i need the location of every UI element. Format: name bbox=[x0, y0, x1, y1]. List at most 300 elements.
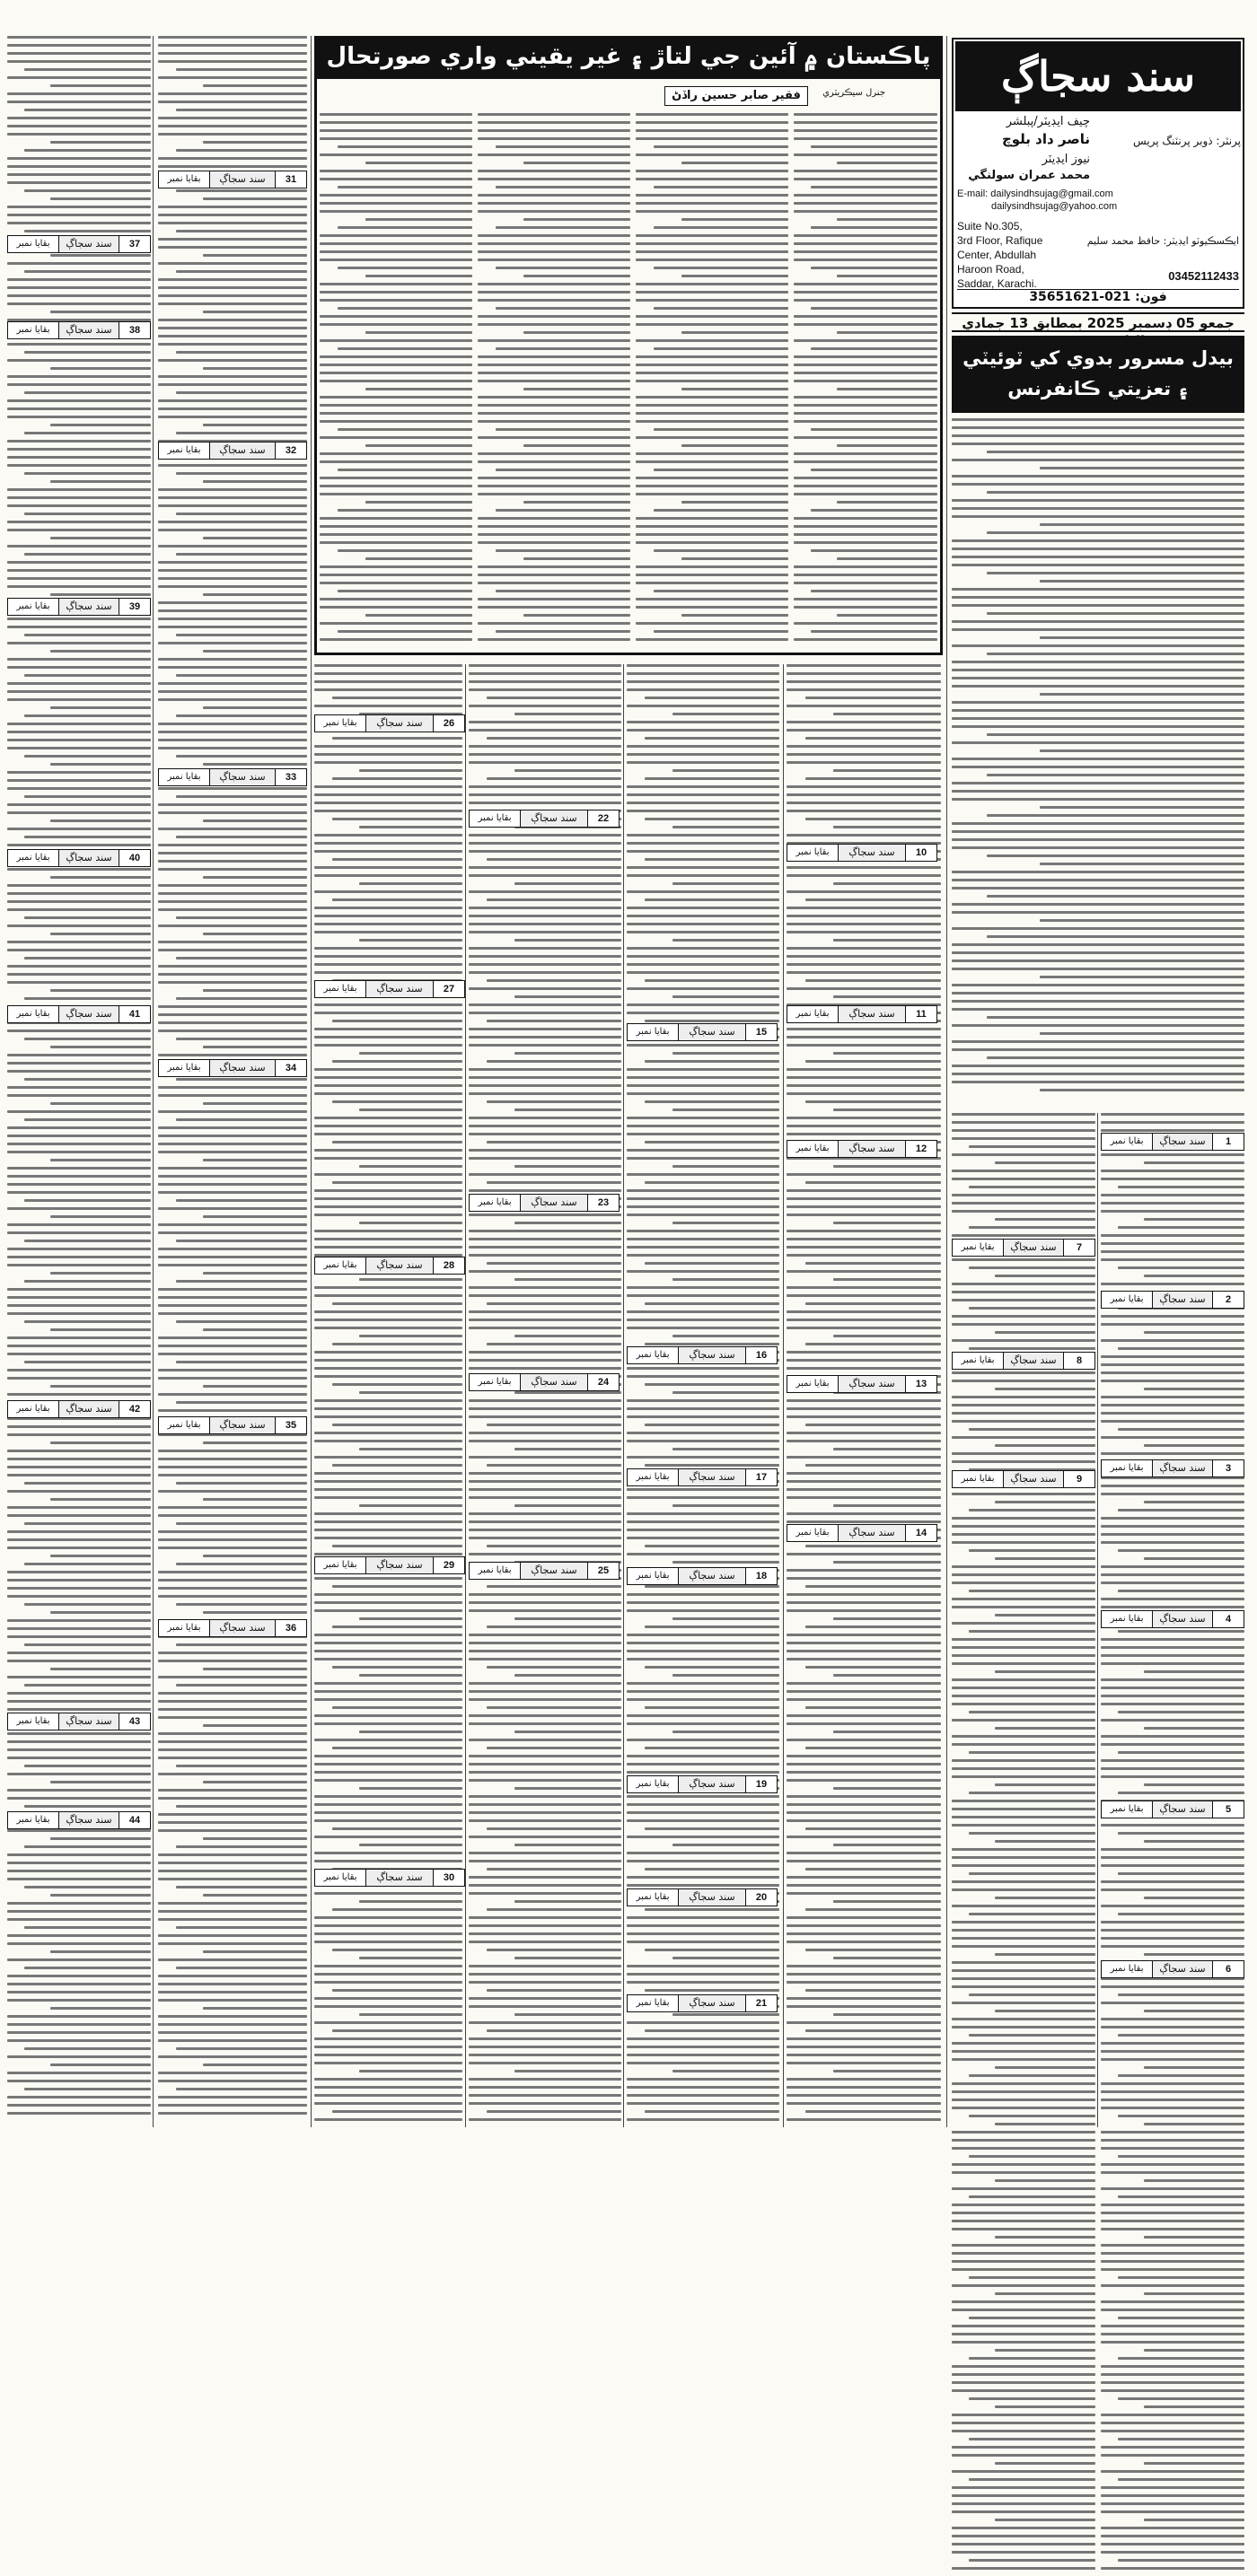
text-line bbox=[158, 359, 307, 362]
text-line bbox=[320, 372, 472, 374]
text-line bbox=[469, 1860, 621, 1862]
text-line bbox=[158, 1021, 307, 1024]
chief-editor-title: چيف ايڊيٽر/پبلشر bbox=[1006, 115, 1090, 128]
text-line bbox=[469, 1238, 621, 1240]
text-line bbox=[469, 1973, 621, 1976]
text-line bbox=[359, 1957, 463, 1959]
text-line bbox=[314, 2102, 462, 2105]
text-line bbox=[654, 428, 788, 431]
text-line bbox=[794, 436, 937, 439]
text-line bbox=[952, 1323, 1095, 1326]
text-line bbox=[7, 52, 151, 55]
text-line bbox=[952, 951, 1244, 954]
text-line bbox=[359, 1222, 463, 1224]
text-line bbox=[469, 1310, 621, 1313]
legal-advisor: ايڪسڪيوٽو ايڊيٽر: حافظ محمد سليم bbox=[1086, 235, 1239, 247]
text-line bbox=[654, 347, 788, 350]
continuation-prefix: بقايا نمبر bbox=[628, 1568, 679, 1584]
top-story-column bbox=[794, 113, 937, 648]
text-line bbox=[478, 234, 630, 237]
text-line bbox=[24, 1118, 151, 1121]
text-line bbox=[636, 153, 788, 156]
text-line bbox=[627, 1529, 779, 1531]
text-line bbox=[7, 1530, 151, 1533]
continuation-title: سند سجاڳ bbox=[679, 1024, 745, 1040]
text-line bbox=[7, 1369, 151, 1371]
text-line bbox=[469, 1246, 621, 1249]
text-line bbox=[952, 2042, 1095, 2045]
text-line bbox=[787, 1722, 941, 1725]
text-line bbox=[1101, 1436, 1244, 1439]
continuation-label bbox=[787, 1140, 937, 1158]
text-line bbox=[952, 1081, 1244, 1083]
text-line bbox=[314, 1941, 462, 1943]
continuation-title: سند سجاڳ bbox=[521, 1374, 587, 1390]
text-line bbox=[1101, 2414, 1244, 2416]
text-line bbox=[787, 1319, 941, 1321]
text-line bbox=[7, 496, 151, 499]
text-line bbox=[672, 2070, 779, 2072]
text-line bbox=[787, 1197, 941, 1200]
text-line bbox=[627, 1084, 779, 1087]
text-line bbox=[50, 84, 151, 87]
text-line bbox=[469, 2118, 621, 2121]
text-line bbox=[24, 1482, 151, 1485]
text-line bbox=[1144, 1388, 1244, 1390]
text-line bbox=[203, 1837, 307, 1840]
text-line bbox=[176, 1926, 307, 1929]
text-line bbox=[314, 1642, 462, 1644]
text-line bbox=[952, 1283, 1095, 1285]
text-line bbox=[332, 1989, 462, 1992]
text-line bbox=[952, 2446, 1095, 2449]
text-line bbox=[1101, 1921, 1244, 1923]
text-line bbox=[24, 795, 151, 798]
text-line bbox=[320, 622, 472, 625]
text-line bbox=[636, 541, 788, 544]
text-line bbox=[787, 1739, 941, 1741]
text-line bbox=[952, 1638, 1095, 1641]
text-line bbox=[645, 1949, 779, 1951]
continuation-title: سند سجاڳ bbox=[210, 442, 275, 459]
text-line bbox=[952, 1073, 1244, 1075]
text-line bbox=[24, 1967, 151, 1969]
text-line bbox=[1101, 2131, 1244, 2134]
text-line bbox=[469, 1173, 621, 1176]
text-line bbox=[636, 323, 788, 326]
text-line bbox=[672, 939, 779, 942]
text-line bbox=[496, 469, 630, 471]
text-line bbox=[7, 2023, 151, 2026]
text-line bbox=[469, 721, 621, 723]
continuation-prefix: بقايا نمبر bbox=[159, 1417, 210, 1433]
text-line bbox=[952, 1452, 1095, 1455]
text-line bbox=[1118, 1590, 1244, 1592]
text-line bbox=[24, 432, 151, 434]
text-line bbox=[787, 1327, 941, 1329]
text-line bbox=[995, 1897, 1095, 1899]
text-line bbox=[469, 1407, 621, 1410]
text-line bbox=[365, 162, 472, 164]
text-line bbox=[469, 1415, 621, 1418]
text-line bbox=[314, 802, 462, 804]
text-line bbox=[158, 1377, 307, 1380]
text-line bbox=[7, 2096, 151, 2098]
text-line bbox=[176, 1522, 307, 1525]
text-line bbox=[969, 2357, 1095, 2360]
text-line bbox=[1101, 2333, 1244, 2335]
text-line bbox=[478, 436, 630, 439]
text-line bbox=[987, 451, 1244, 453]
text-line bbox=[952, 871, 1244, 873]
text-line bbox=[176, 1684, 307, 1687]
continuation-prefix: بقايا نمبر bbox=[8, 236, 59, 252]
text-line bbox=[627, 1714, 779, 1717]
text-line bbox=[158, 908, 307, 911]
text-line bbox=[7, 973, 151, 976]
text-line bbox=[794, 364, 937, 366]
text-line bbox=[995, 1444, 1095, 1447]
text-line bbox=[7, 1902, 151, 1905]
text-line bbox=[176, 109, 307, 111]
text-line bbox=[787, 2086, 941, 2089]
text-line bbox=[314, 1415, 462, 1418]
text-line bbox=[469, 1003, 621, 1006]
text-line bbox=[1144, 1501, 1244, 1503]
text-line bbox=[787, 680, 941, 683]
text-line bbox=[332, 858, 462, 861]
text-line bbox=[514, 1278, 621, 1281]
text-line bbox=[7, 1151, 151, 1153]
text-line bbox=[314, 1238, 462, 1240]
text-line bbox=[787, 1238, 941, 1240]
text-line bbox=[952, 2220, 1095, 2222]
text-line bbox=[794, 598, 937, 600]
text-line bbox=[952, 1678, 1095, 1681]
text-line bbox=[627, 680, 779, 683]
text-line bbox=[1118, 1711, 1244, 1713]
text-line bbox=[158, 1934, 307, 1937]
text-line bbox=[952, 2082, 1095, 2085]
text-line bbox=[1101, 2300, 1244, 2303]
text-line bbox=[359, 1391, 463, 1394]
text-line bbox=[176, 351, 307, 354]
text-line bbox=[338, 347, 472, 350]
text-line bbox=[987, 491, 1244, 494]
text-line bbox=[7, 1458, 151, 1460]
text-line bbox=[50, 1950, 151, 1953]
text-line bbox=[7, 1425, 151, 1428]
text-line bbox=[314, 1819, 462, 1822]
text-line bbox=[158, 1369, 307, 1371]
continuation-title: سند سجاڳ bbox=[59, 1401, 119, 1417]
text-line bbox=[833, 1278, 941, 1281]
text-line bbox=[158, 76, 307, 79]
text-line bbox=[787, 1884, 941, 1887]
text-line bbox=[654, 226, 788, 229]
text-line bbox=[787, 1553, 941, 1555]
text-line bbox=[314, 2037, 462, 2040]
text-line bbox=[952, 644, 1244, 647]
text-line bbox=[7, 206, 151, 208]
text-line bbox=[1144, 2292, 1244, 2295]
text-line bbox=[1144, 1840, 1244, 1843]
text-line bbox=[1101, 2042, 1244, 2045]
text-line bbox=[365, 614, 472, 617]
text-line bbox=[645, 979, 779, 982]
text-line bbox=[654, 630, 788, 633]
text-line bbox=[50, 1611, 151, 1614]
text-line bbox=[314, 1375, 462, 1378]
text-line bbox=[952, 1848, 1095, 1851]
text-line bbox=[636, 460, 788, 463]
text-line bbox=[158, 496, 307, 499]
text-line bbox=[995, 1501, 1095, 1503]
text-line bbox=[627, 1496, 779, 1499]
text-line bbox=[50, 1385, 151, 1388]
text-line bbox=[487, 737, 621, 740]
text-line bbox=[952, 539, 1244, 542]
text-line bbox=[158, 1474, 307, 1476]
text-line bbox=[1118, 1266, 1244, 1269]
text-line bbox=[952, 2268, 1095, 2271]
text-line bbox=[469, 1779, 621, 1782]
continuation-number: 18 bbox=[745, 1568, 777, 1584]
text-line bbox=[338, 509, 472, 512]
text-line bbox=[1101, 2502, 1244, 2505]
text-line bbox=[7, 1619, 151, 1622]
text-line bbox=[794, 153, 937, 156]
text-line bbox=[1101, 1517, 1244, 1520]
text-line bbox=[952, 725, 1244, 728]
continuation-title: سند سجاڳ bbox=[839, 845, 905, 861]
text-line bbox=[1101, 1654, 1244, 1657]
text-line bbox=[314, 874, 462, 877]
text-line bbox=[794, 372, 937, 374]
continuation-number: 4 bbox=[1212, 1611, 1244, 1627]
text-line bbox=[7, 787, 151, 790]
text-line bbox=[514, 713, 621, 715]
text-line bbox=[158, 125, 307, 127]
text-line bbox=[332, 1020, 462, 1022]
text-line bbox=[1101, 1315, 1244, 1318]
text-line bbox=[24, 1280, 151, 1283]
text-line bbox=[952, 2502, 1095, 2505]
text-line bbox=[1144, 1218, 1244, 1221]
continuation-number: 32 bbox=[275, 442, 306, 459]
text-line bbox=[952, 564, 1244, 566]
text-line bbox=[969, 1509, 1095, 1511]
text-line bbox=[636, 315, 788, 318]
text-line bbox=[811, 549, 937, 552]
text-line bbox=[952, 2002, 1095, 2004]
text-line bbox=[203, 1441, 307, 1444]
text-line bbox=[320, 493, 472, 495]
continuation-label bbox=[158, 1619, 307, 1637]
text-line bbox=[1101, 1363, 1244, 1366]
text-line bbox=[627, 1189, 779, 1192]
text-line bbox=[176, 68, 307, 71]
text-line bbox=[952, 1573, 1095, 1576]
text-line bbox=[952, 2228, 1095, 2230]
text-line bbox=[7, 2072, 151, 2074]
text-line bbox=[672, 1052, 779, 1055]
text-line bbox=[7, 1748, 151, 1751]
text-line bbox=[794, 299, 937, 302]
text-line bbox=[636, 121, 788, 124]
text-line bbox=[672, 1335, 779, 1337]
text-line bbox=[24, 1765, 151, 1767]
text-line bbox=[969, 1872, 1095, 1875]
top-story-column bbox=[320, 113, 472, 648]
text-line bbox=[314, 907, 462, 909]
continuation-number: 1 bbox=[1212, 1134, 1244, 1150]
text-line bbox=[7, 2055, 151, 2058]
text-line bbox=[1118, 2115, 1244, 2117]
text-line bbox=[7, 302, 151, 305]
text-line bbox=[952, 548, 1244, 550]
text-line bbox=[469, 1294, 621, 1297]
text-line bbox=[969, 2074, 1095, 2077]
text-line bbox=[314, 1310, 462, 1313]
text-line bbox=[952, 1258, 1095, 1261]
text-line bbox=[24, 1078, 151, 1081]
text-line bbox=[1101, 2171, 1244, 2174]
text-line bbox=[314, 1763, 462, 1766]
text-line bbox=[1144, 1331, 1244, 1334]
text-line bbox=[158, 698, 307, 701]
text-line bbox=[787, 1270, 941, 1273]
continuation-prefix: بقايا نمبر bbox=[315, 981, 366, 997]
text-line bbox=[469, 2078, 621, 2081]
text-line bbox=[320, 137, 472, 140]
continuation-number: 14 bbox=[905, 1525, 936, 1541]
text-line bbox=[805, 1868, 941, 1871]
text-line bbox=[320, 242, 472, 245]
text-line bbox=[7, 133, 151, 136]
text-line bbox=[787, 1658, 941, 1660]
text-line bbox=[332, 1706, 462, 1709]
text-line bbox=[359, 1108, 463, 1111]
continuation-title: سند سجاڳ bbox=[679, 1347, 745, 1363]
text-line bbox=[158, 1757, 307, 1759]
text-line bbox=[176, 795, 307, 798]
text-line bbox=[627, 1698, 779, 1701]
text-line bbox=[1144, 1444, 1244, 1447]
text-line bbox=[952, 1420, 1095, 1423]
text-line bbox=[627, 1609, 779, 1612]
continuation-title: سند سجاڳ bbox=[59, 1713, 119, 1730]
text-line bbox=[787, 1399, 941, 1402]
text-line bbox=[952, 2325, 1095, 2327]
text-line bbox=[478, 242, 630, 245]
text-line bbox=[176, 1320, 307, 1323]
text-line bbox=[24, 553, 151, 556]
text-line bbox=[158, 1191, 307, 1194]
text-line bbox=[158, 1821, 307, 1824]
text-line bbox=[24, 391, 151, 394]
text-line bbox=[636, 364, 788, 366]
text-line bbox=[952, 1719, 1095, 1722]
text-line bbox=[969, 2438, 1095, 2440]
text-line bbox=[469, 1852, 621, 1854]
text-line bbox=[627, 1795, 779, 1798]
text-line bbox=[1101, 1323, 1244, 1326]
text-line bbox=[1101, 2098, 1244, 2101]
text-line bbox=[158, 529, 307, 531]
text-line bbox=[627, 2094, 779, 2097]
continuation-number: 29 bbox=[433, 1557, 464, 1573]
text-line bbox=[176, 634, 307, 636]
text-line bbox=[636, 606, 788, 609]
text-line bbox=[952, 1210, 1095, 1213]
text-line bbox=[1101, 1380, 1244, 1382]
text-line bbox=[332, 1949, 462, 1951]
text-line bbox=[158, 262, 307, 265]
text-line bbox=[7, 1660, 151, 1662]
continuation-title: سند سجاڳ bbox=[521, 1195, 587, 1211]
continuation-title: سند سجاڳ bbox=[366, 715, 433, 732]
text-line bbox=[7, 529, 151, 531]
text-line bbox=[7, 1587, 151, 1590]
text-line bbox=[50, 537, 151, 539]
text-line bbox=[636, 113, 788, 116]
text-line bbox=[478, 606, 630, 609]
text-line bbox=[7, 1345, 151, 1347]
text-line bbox=[158, 868, 307, 871]
text-line bbox=[787, 1432, 941, 1434]
text-line bbox=[469, 1149, 621, 1152]
text-line bbox=[478, 574, 630, 576]
text-line bbox=[952, 1299, 1095, 1301]
text-line bbox=[645, 1625, 779, 1628]
text-line bbox=[1101, 1985, 1244, 1988]
text-line bbox=[794, 137, 937, 140]
text-line bbox=[158, 1991, 307, 1993]
text-line bbox=[787, 890, 941, 893]
text-line bbox=[469, 1472, 621, 1475]
text-line bbox=[1101, 2389, 1244, 2392]
text-line bbox=[952, 2147, 1095, 2150]
text-line bbox=[787, 834, 941, 837]
text-line bbox=[7, 416, 151, 418]
text-line bbox=[995, 2010, 1095, 2012]
text-line bbox=[203, 141, 307, 144]
text-line bbox=[7, 1999, 151, 2002]
text-line bbox=[1101, 1258, 1244, 1261]
text-line bbox=[7, 2104, 151, 2107]
text-line bbox=[203, 819, 307, 822]
text-line bbox=[314, 1892, 462, 1895]
text-line bbox=[681, 331, 788, 334]
text-line bbox=[787, 1456, 941, 1459]
text-line bbox=[952, 1945, 1095, 1948]
text-line bbox=[469, 915, 621, 917]
text-line bbox=[7, 1934, 151, 1937]
text-line bbox=[7, 1304, 151, 1307]
text-line bbox=[1101, 2268, 1244, 2271]
text-line bbox=[359, 1278, 463, 1281]
text-line bbox=[7, 731, 151, 733]
text-line bbox=[7, 1579, 151, 1582]
text-line bbox=[952, 1024, 1244, 1027]
text-line bbox=[338, 226, 472, 229]
text-line bbox=[158, 973, 307, 976]
text-line bbox=[787, 1310, 941, 1313]
text-line bbox=[1101, 2082, 1244, 2085]
text-line bbox=[514, 1844, 621, 1846]
text-line bbox=[158, 464, 307, 467]
